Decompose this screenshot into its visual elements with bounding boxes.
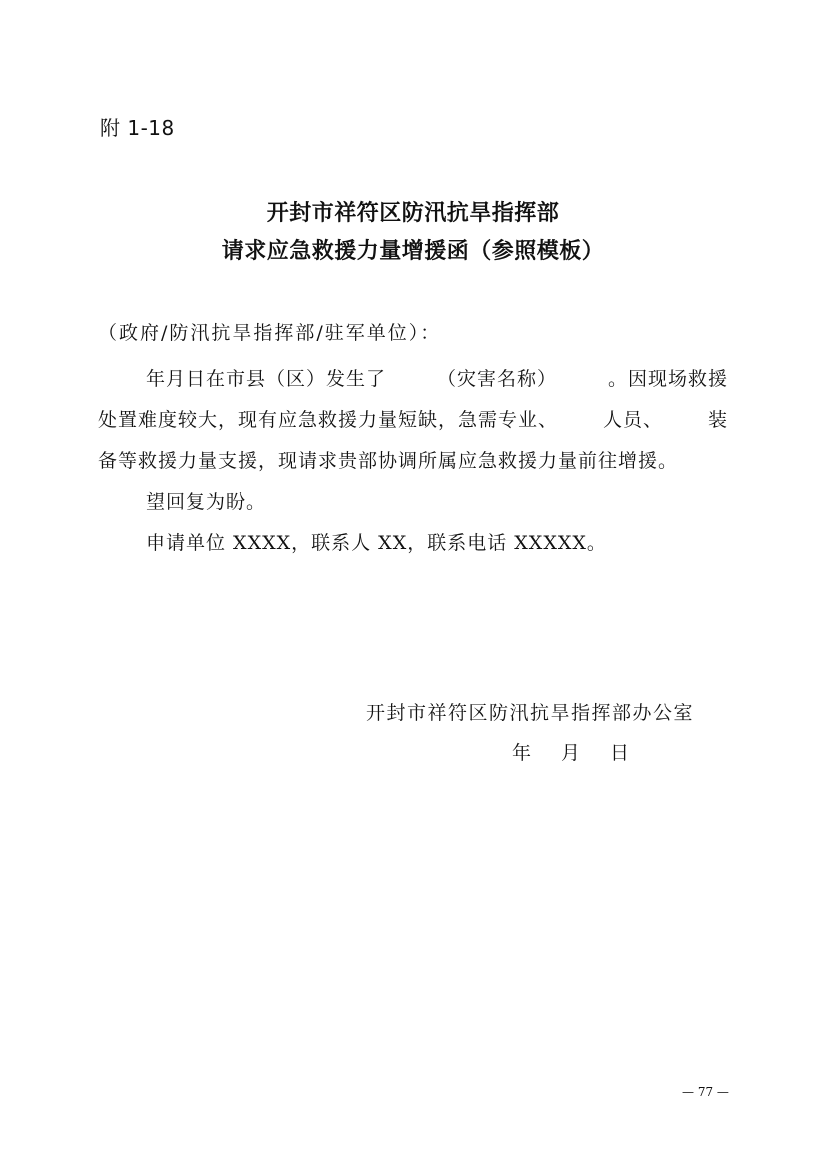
attachment-label: 附 1-18 [100,116,175,140]
document-title-line-2: 请求应急救援力量增援函（参照模板） [221,238,605,264]
incident-text-continued: 。因现场救援 [607,368,728,390]
incident-text: 年月日在市县（区）发生了 [146,368,387,390]
document-title-line-1: 开封市祥符区防汛抗旱指挥部 [266,200,560,226]
personnel-placeholder: 人员、 [602,409,663,431]
body-paragraph-1-line-3: 备等救援力量支援，现请求贵部协调所属应急救援力量前往增援。 [98,450,679,472]
situation-text: 处置难度较大，现有应急救援力量短缺，急需专业、 [98,409,559,431]
date-year: 年 [512,742,532,764]
page-number: — 77 — [682,1085,729,1099]
signature-date [512,738,629,765]
date-month: 月 [561,742,581,764]
disaster-name-placeholder: （灾害名称） [436,368,557,390]
body-paragraph-1-line-2 [98,405,728,432]
body-paragraph-3-contact: 申请单位 XXXX，联系人 XX，联系电话 XXXXX。 [146,532,607,554]
equipment-placeholder: 装 [707,409,728,431]
addressee: （政府/防汛抗旱指挥部/驻军单位）： [98,322,442,344]
body-paragraph-1-line-1 [146,364,728,391]
body-paragraph-2: 望回复为盼。 [146,491,267,513]
signature-organization: 开封市祥符区防汛抗旱指挥部办公室 [366,702,695,724]
date-day: 日 [610,742,630,764]
